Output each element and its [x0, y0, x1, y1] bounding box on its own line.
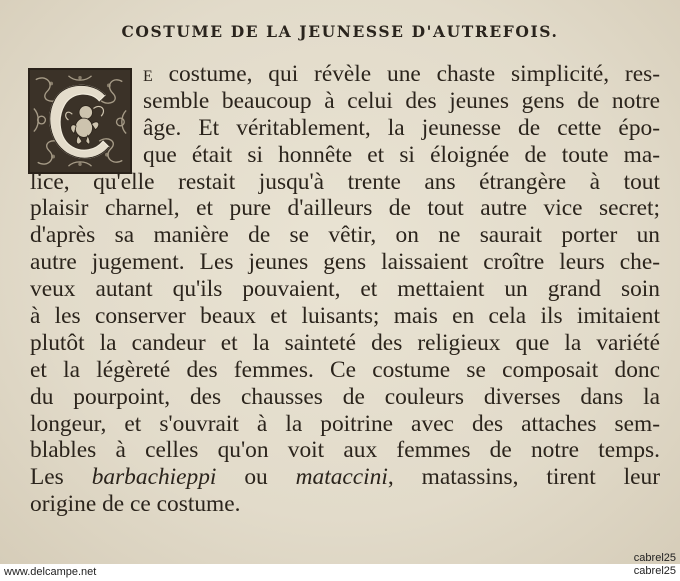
text-line-3: âge. Et véritablement, la jeunesse de cette épo- [143, 114, 660, 141]
watermark-footer [0, 552, 680, 581]
text-line-15: blables à celles qu'on voit aux femmes de notre temps. [30, 437, 660, 464]
text-line-6: plaisir charnel, et pure d'ailleurs de tout autre vice secret; [30, 195, 660, 222]
text-line-16 [30, 464, 660, 491]
page-title: COSTUME DE LA JEUNESSE D'AUTREFOIS. [121, 22, 559, 41]
text-line-7: d'après sa manière de se vêtir, on ne saurait porter un [30, 222, 660, 249]
text-line-17: origine de ce costume. [30, 491, 241, 518]
watermark-site: www.delcampe.net [4, 566, 97, 578]
watermark-seller-bottom: cabrel25 [633, 565, 676, 577]
watermark-seller [634, 552, 676, 578]
text-line-1-rest: costume, qui révèle une chaste simplicité, res- [152, 61, 660, 87]
line16-mid: ou [216, 464, 296, 491]
article-body [30, 61, 660, 518]
text-line-11: plutôt la candeur et la sainteté des religieux que la variété [30, 329, 660, 356]
text-line-9: veux autant qu'ils pouvaient, et mettaient un grand soin [30, 276, 660, 303]
text-line-10: à les conserver beaux et luisants; mais en cela ils imitaient [30, 303, 660, 330]
text-line-13: du pourpoint, des chausses de couleurs diverses dans la [30, 383, 660, 410]
text-line-1 [30, 61, 660, 88]
watermark-seller-top: cabrel25 [633, 552, 676, 564]
term-barbachieppi: barbachieppi [91, 464, 217, 491]
text-line-8: autre jugement. Les jeunes gens laissaient croître leurs che- [30, 249, 660, 276]
dropcap-continuation: e [143, 61, 153, 87]
text-line-14: longeur, et s'ouvrait à la poitrine avec des attaches sem- [30, 410, 660, 437]
text-line-2: semble beaucoup à celui des jeunes gens de notre [143, 87, 660, 114]
text-line-12: et la légèreté des femmes. Ce costume se composait donc [30, 356, 660, 383]
line16-end: , matassins, tirent leur [387, 464, 660, 491]
line16-start: Les [30, 464, 92, 491]
text-line-4: que était si honnête et si éloignée de toute ma- [143, 141, 660, 168]
term-mataccini: mataccini [295, 464, 388, 491]
text-line-5: lice, qu'elle restait jusqu'à trente ans étrangère à tout [30, 168, 660, 195]
